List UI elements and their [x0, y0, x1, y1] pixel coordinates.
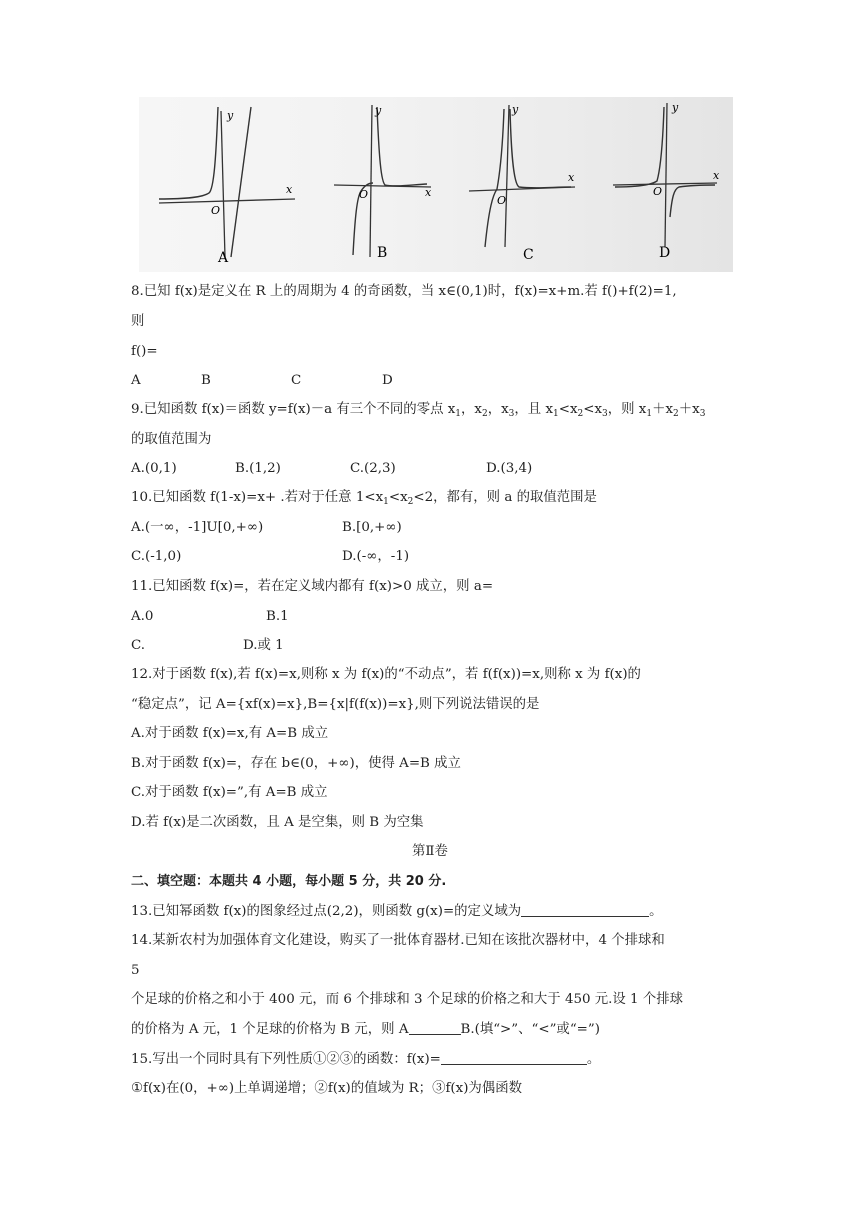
section-heading: 二、填空题：本题共 4 小题，每小题 5 分，共 20 分.	[131, 874, 447, 889]
graph-b-y-label: y	[375, 104, 382, 117]
q12-line1: 12.对于函数 f(x),若 f(x)=x,则称 x 为 f(x)的“不动点”，若 f(f(x))=x,则称 x 为 f(x)的	[131, 667, 641, 682]
q12-option-b: B.对于函数 f(x)=，存在 b∈(0，+∞)，使得 A=B 成立	[131, 756, 461, 771]
q9-option-b: B.(1,2)	[235, 461, 281, 476]
q12-option-a: A.对于函数 f(x)=x,有 A=B 成立	[131, 726, 329, 741]
graph-b-y-axis	[370, 105, 372, 257]
graph-a	[159, 107, 295, 266]
graph-b	[334, 104, 432, 261]
q11-option-d: D.或 1	[243, 638, 284, 653]
q8-line3: f()=	[131, 344, 158, 359]
graph-b-origin: O	[359, 188, 369, 201]
graph-d-origin: O	[653, 185, 663, 198]
function-graphs-figure	[139, 97, 733, 272]
q8-option-c: C	[291, 373, 302, 388]
q11-option-c: C.	[131, 638, 146, 653]
q8-option-d: D	[382, 373, 393, 388]
graph-a-y-label: y	[227, 109, 234, 122]
q9-line1: 9.已知函数 f(x)＝函数 y=f(x)－a 有三个不同的零点 $x_1$，$x_2$，$x_3$，且 $x_1<x_2<x_3$，则 $x_1+x_2+x_3$	[131, 402, 706, 419]
graph-a-y-axis	[221, 111, 225, 257]
graph-a-right-line	[231, 107, 251, 257]
q9-option-a: A.(0,1)	[131, 461, 177, 476]
graph-b-label: B	[377, 245, 388, 261]
q14-line4: 的价格为 A 元，1 个足球的价格为 B 元，则 A B.(填“>”、“<”或“=”)	[131, 1022, 600, 1037]
graph-d-y-axis	[665, 103, 667, 247]
q10-option-d: D.(-∞，-1)	[342, 549, 410, 564]
q10-option-b: B.[0,+∞)	[342, 520, 402, 535]
graph-a-x-label: x	[286, 183, 293, 196]
q10-option-c: C.(-1,0)	[131, 549, 182, 564]
graph-c-x-label: x	[568, 171, 575, 184]
section-title: 第Ⅱ卷	[412, 844, 448, 859]
q9-line2: 的取值范围为	[131, 432, 212, 447]
q11-option-a: A.0	[131, 609, 154, 624]
q14-line1: 14.某新农村为加强体育文化建设，购买了一批体育器材.已知在该批次器材中，4 个排球和	[131, 933, 665, 948]
graph-c-y-axis	[505, 105, 509, 247]
graph-a-label: A	[218, 250, 229, 266]
graph-a-left-curve	[159, 107, 218, 199]
q11-option-b: B.1	[266, 609, 289, 624]
q9-option-c: C.(2,3)	[350, 461, 396, 476]
q8-line1: 8.已知 f(x)是定义在 R 上的周期为 4 的奇函数，当 x∈(0,1)时，f(x)=x+m.若 f()+f(2)=1,	[131, 284, 677, 299]
graph-d-right-curve	[670, 185, 715, 217]
graph-d-y-label: y	[672, 101, 679, 114]
graph-d	[613, 101, 720, 261]
q15-line2: ①f(x)在(0，+∞)上单调递增；②f(x)的值域为 R；③f(x)为偶函数	[131, 1081, 522, 1096]
q13-line: 13.已知幂函数 f(x)的图象经过点(2,2)，则函数 g(x)=的定义域为 。	[131, 904, 663, 919]
q8-option-b: B	[201, 373, 211, 388]
graph-a-x-axis	[159, 199, 295, 203]
q15-line1: 15.写出一个同时具有下列性质①②③的函数：f(x)= 。	[131, 1052, 601, 1067]
q15-answer-blank[interactable]	[441, 1050, 587, 1065]
graph-c-label: C	[523, 247, 534, 263]
graph-d-label: D	[659, 245, 671, 261]
q8-option-a: A	[131, 373, 141, 388]
q14-answer-blank[interactable]	[409, 1020, 461, 1035]
graph-a-origin: O	[211, 204, 221, 217]
graph-d-x-label: x	[713, 169, 720, 182]
q13-answer-blank[interactable]	[521, 902, 649, 917]
q11-line1: 11.已知函数 f(x)=，若在定义域内都有 f(x)>0 成立，则 a=	[131, 579, 494, 594]
q12-line2: “稳定点”，记 A={xf(x)=x},B={x|f(f(x))=x},则下列说法错误的是	[131, 697, 540, 712]
graph-c-y-label: y	[512, 103, 519, 116]
graph-c	[469, 103, 575, 263]
q14-line3: 个足球的价格之和小于 400 元，而 6 个排球和 3 个足球的价格之和大于 450 元.设 1 个排球	[131, 992, 683, 1007]
graph-b-right-curve	[377, 107, 427, 186]
q12-option-d: D.若 f(x)是二次函数，且 A 是空集，则 B 为空集	[131, 815, 424, 830]
graphs-svg	[139, 97, 733, 272]
graph-c-left-curve	[485, 109, 507, 247]
q10-option-a: A.(一∞，-1]U[0,+∞)	[131, 520, 264, 535]
q10-line1: 10.已知函数 f(1-x)=x+ .若对于任意 $1<x_1<x_2<2$，都有，则 a 的取值范围是	[131, 490, 597, 507]
graph-c-right-curve	[510, 109, 571, 188]
q8-line2: 则	[131, 314, 145, 329]
graph-d-left-curve	[615, 107, 664, 187]
graph-b-x-label: x	[425, 186, 432, 199]
q14-line2: 5	[131, 963, 140, 978]
q9-option-d: D.(3,4)	[486, 461, 533, 476]
graph-c-origin: O	[497, 194, 507, 207]
q12-option-c: C.对于函数 f(x)=”,有 A=B 成立	[131, 785, 328, 800]
